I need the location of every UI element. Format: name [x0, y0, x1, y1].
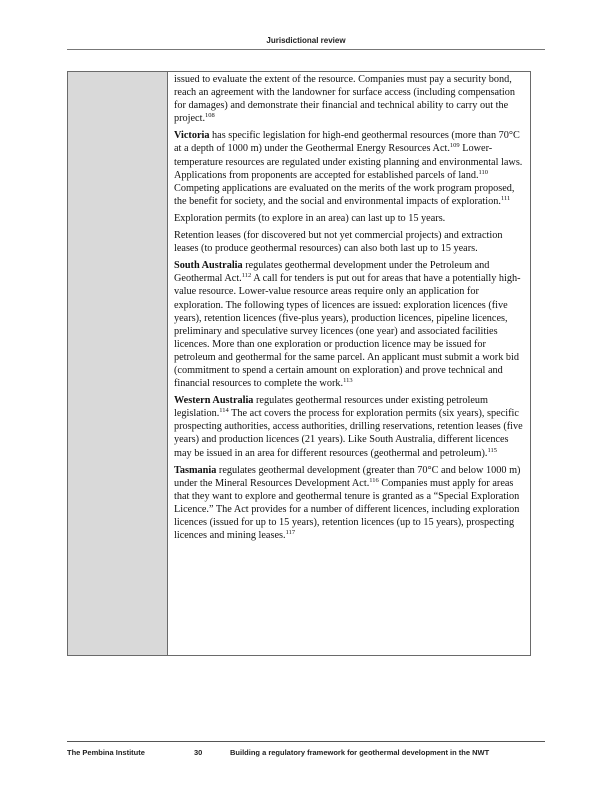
- footer-rule: [67, 741, 545, 742]
- footnote-ref: 110: [478, 168, 489, 176]
- paragraph-intro: issued to evaluate the extent of the resource. Companies must pay a security bond, reach an agreement with the landowner for surface access (including compensation for damages) and demonstrate their financial and technical ability to carry out the project.$^{108}$: [174, 74, 515, 125]
- running-header: Jurisdictional review: [266, 36, 346, 45]
- paragraph-lead: South Australia: [174, 260, 243, 272]
- footnote-ref: 115: [487, 446, 497, 454]
- paragraph-retention-leases: Retention leases (for discovered but not yet commercial projects) and extraction leases (to produce geothermal resources) can also both last up to 15 years.: [174, 230, 503, 255]
- footnote-ref: 111: [500, 194, 511, 202]
- footnote-ref: 112: [241, 272, 252, 280]
- paragraph-western-australia: Western Australia regulates geothermal resources under existing petroleum legislation.$^{114}$ The act covers the process for exploration permits (six years), specific prospecting authorities, access authorities, drilling reservations, retention leases (five years) and production licences (21 years). Like South Australia, different licences may be issued in an area for different resources (geothermal and petroleum).$^{115}$: [174, 395, 523, 459]
- paragraph-exploration-permits: Exploration permits (to explore in an area) can last up to 15 years.: [174, 212, 446, 224]
- footnote-ref: 113: [343, 377, 353, 385]
- paragraph-lead: Victoria: [174, 130, 210, 142]
- paragraph-victoria: Victoria has specific legislation for high-end geothermal resources (more than 70°C at a depth of 1000 m) under the Geothermal Energy Resources Act.$^{109}$ Lower-temperature resources are regulated under existing planning and environmental laws. Applications from proponents are accepted for established parcels of land.$^{110}$ Competing applications are evaluated on the merits of the work program proposed, the benefit for society, and the social and environmental impacts of exploration.$^{111}$: [174, 130, 523, 207]
- footnote-ref: 108: [205, 112, 215, 120]
- content-table: [67, 71, 531, 656]
- footnote-ref: 109: [449, 142, 460, 150]
- footnote-ref: 116: [369, 476, 379, 484]
- footer-organization: The Pembina Institute: [67, 748, 145, 757]
- page-number: 30: [194, 748, 203, 757]
- body-text: [174, 73, 526, 546]
- paragraph-tasmania: Tasmania regulates geothermal development (greater than 70°C and below 1000 m) under the Mineral Resources Development Act.$^{116}$ Companies must apply for areas that they want to explore and geothermal tenure is granted as a “Special Exploration Licence.” The Act provides for a number of different licences, including exploration licences (issued for up to 15 years), retention licences (up to 15 years), prospecting licences and mining leases.$^{117}$: [174, 464, 521, 542]
- paragraph-lead: Western Australia: [174, 395, 254, 407]
- header-rule: [67, 49, 545, 50]
- sidebar-column: [68, 72, 168, 655]
- footnote-ref: 117: [285, 529, 296, 537]
- paragraph-lead: Tasmania: [174, 464, 217, 476]
- footer-document-title: Building a regulatory framework for geothermal development in the NWT: [230, 748, 490, 757]
- paragraph-south-australia: South Australia regulates geothermal development under the Petroleum and Geothermal Act.$^{112}$ A call for tenders is put out for areas that have a potentially high-value resource. Lower-value resource areas require only an application for exploration. The following types of licences are issued: exploration licences (five years), retention licences (five-plus years), production licences, pipeline licences, preliminary and speculative survey licences (one year) and associated facilities licences. More than one exploration or production licence may be issued for petroleum and geothermal for the same parcel. An applicant must submit a work bid (commitment to spend a certain amount on exploration) and prove technical and financial resources to complete the work.$^{113}$: [174, 260, 521, 390]
- footnote-ref: 114: [219, 407, 229, 415]
